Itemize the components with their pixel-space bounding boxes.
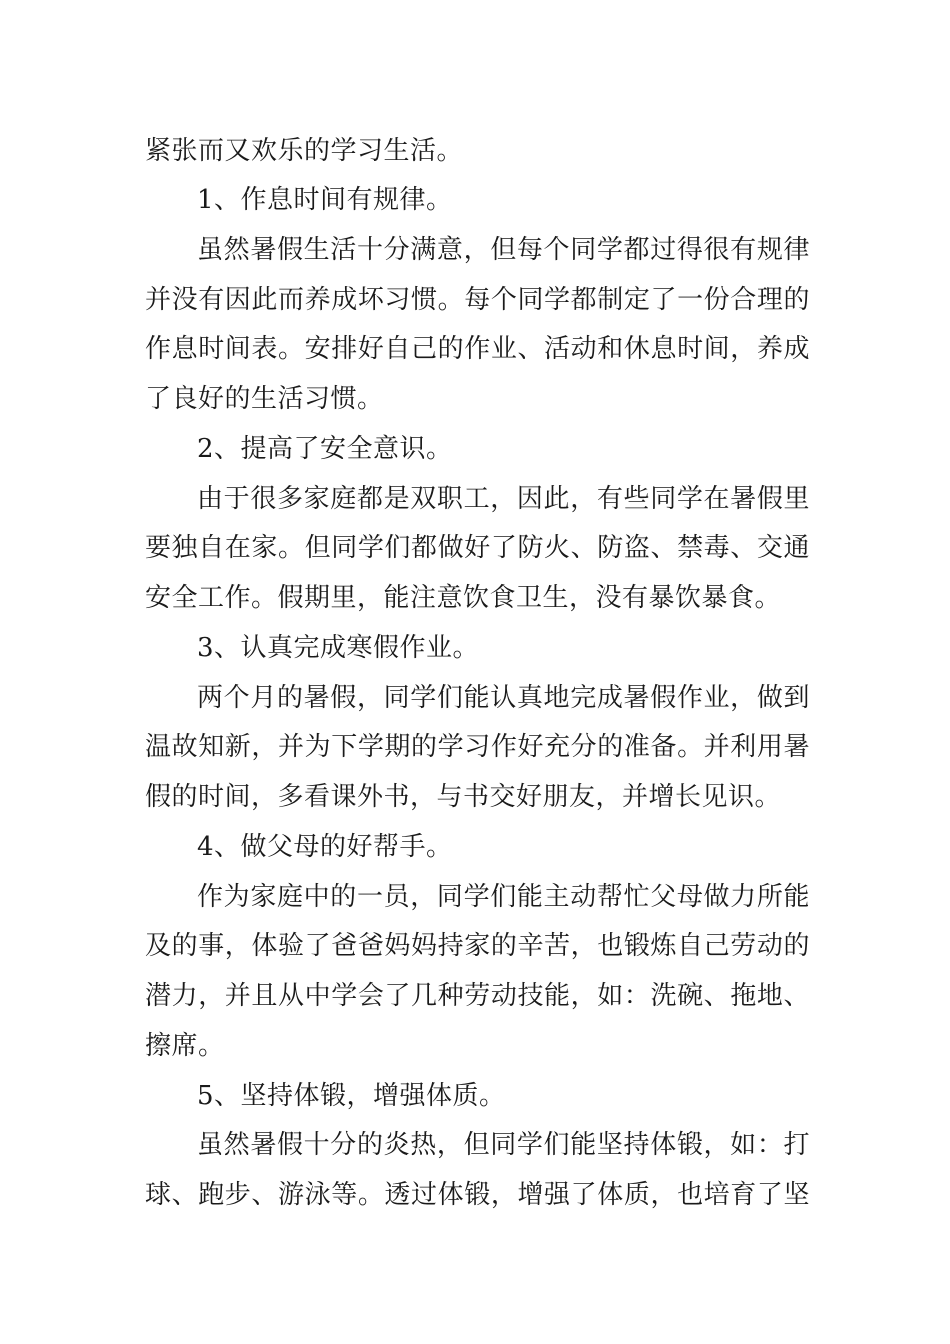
- paragraph-line: 由于很多家庭都是双职工，因此，有些同学在暑假里: [197, 484, 810, 514]
- paragraph-line: 及的事，体验了爸爸妈妈持家的辛苦，也锻炼自己劳动的: [145, 931, 810, 961]
- paragraph-line: 并没有因此而养成坏习惯。每个同学都制定了一份合理的: [145, 285, 810, 315]
- section-heading: 3、认真完成寒假作业。: [197, 633, 480, 663]
- paragraph-line: 潜力，并且从中学会了几种劳动技能，如：洗碗、拖地、: [145, 981, 810, 1011]
- paragraph-line: 假的时间，多看课外书，与书交好朋友，并增长见识。: [145, 782, 782, 812]
- paragraph-line: 紧张而又欢乐的学习生活。: [145, 136, 464, 166]
- paragraph-line: 擦席。: [145, 1031, 225, 1061]
- paragraph-line: 了良好的生活习惯。: [145, 384, 384, 414]
- paragraph-line: 虽然暑假生活十分满意，但每个同学都过得很有规律: [197, 235, 810, 265]
- section-heading: 2、提高了安全意识。: [197, 434, 453, 464]
- paragraph-line: 温故知新，并为下学期的学习作好充分的准备。并利用暑: [145, 732, 810, 762]
- paragraph-line: 虽然暑假十分的炎热，但同学们能坚持体锻，如：打: [197, 1130, 810, 1160]
- paragraph-line: 作为家庭中的一员，同学们能主动帮忙父母做力所能: [197, 882, 810, 912]
- paragraph-line: 两个月的暑假，同学们能认真地完成暑假作业，做到: [197, 683, 810, 713]
- paragraph-line: 作息时间表。安排好自己的作业、活动和休息时间，养成: [145, 334, 810, 364]
- paragraph-line: 球、跑步、游泳等。透过体锻，增强了体质，也培育了坚: [145, 1180, 810, 1210]
- paragraph-line: 要独自在家。但同学们都做好了防火、防盗、禁毒、交通: [145, 533, 810, 563]
- paragraph-line: 安全工作。假期里，能注意饮食卫生，没有暴饮暴食。: [145, 583, 782, 613]
- section-heading: 4、做父母的好帮手。: [197, 832, 453, 862]
- section-heading: 5、坚持体锻，增强体质。: [197, 1081, 506, 1111]
- section-heading: 1、作息时间有规律。: [197, 185, 453, 215]
